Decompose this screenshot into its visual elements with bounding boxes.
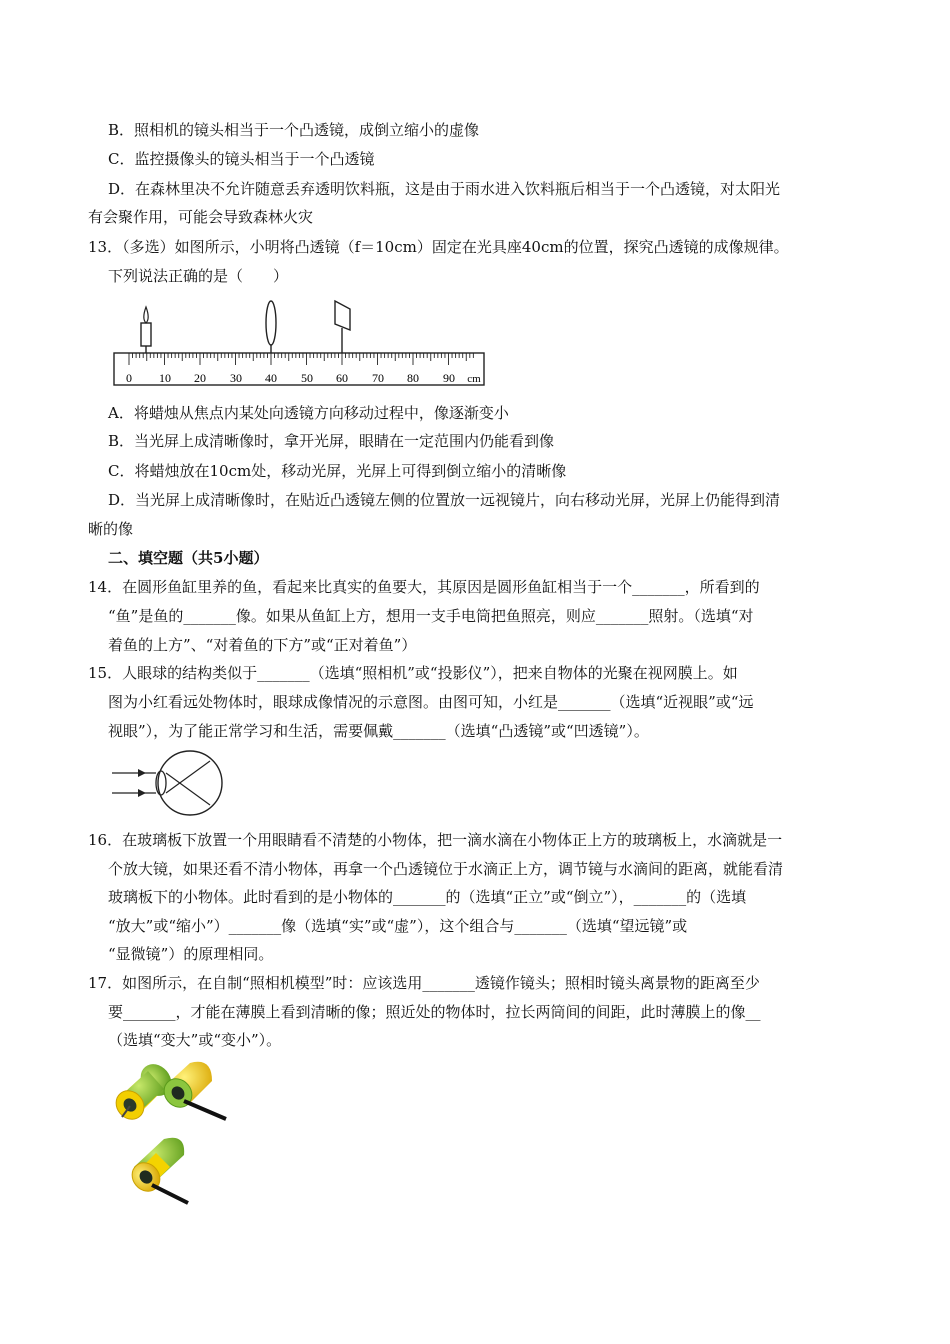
tube-2-icon bbox=[158, 1062, 226, 1119]
q15-line-1: 15．人眼球的结构类似于_______（选填“照相机”或“投影仪”），把来自物体的光聚在视网膜上。如 bbox=[88, 664, 738, 682]
q13-option-d: D．当光屏上成清晰像时，在贴近凸透镜左侧的位置放一远视镜片，向右移动光屏，光屏上仍能得到清 bbox=[108, 491, 781, 509]
q14-line-2: “鱼”是鱼的_______像。如果从鱼缸上方，想用一支手电筒把鱼照亮，则应_______照射。（选填“对 bbox=[108, 607, 754, 625]
light-screen-icon bbox=[335, 301, 350, 353]
ruler-label-60: 60 bbox=[336, 371, 348, 385]
q14-line-1: 14．在圆形鱼缸里养的鱼，看起来比真实的鱼要大，其原因是圆形鱼缸相当于一个_______，所看到的 bbox=[88, 578, 760, 596]
tube-assembled-icon bbox=[126, 1138, 188, 1203]
q15-line-2: 图为小红看远处物体时，眼球成像情况的示意图。由图可知，小红是_______（选填“近视眼”或“远 bbox=[108, 693, 754, 711]
camera-model-figure bbox=[108, 1055, 238, 1215]
q12-option-c: C．监控摄像头的镜头相当于一个凸透镜 bbox=[108, 150, 375, 168]
candle-icon bbox=[141, 307, 151, 353]
ruler-label-70: 70 bbox=[372, 371, 384, 385]
q13-option-a: A．将蜡烛从焦点内某处向透镜方向移动过程中，像逐渐变小 bbox=[108, 404, 509, 422]
eye-diagram bbox=[110, 750, 230, 820]
arrow-icon bbox=[138, 789, 146, 797]
q13-stem: 13．（多选）如图所示，小明将凸透镜（f＝10cm）固定在光具座40cm的位置，探究凸透镜的成像规律。 bbox=[88, 238, 789, 256]
ruler-label-50: 50 bbox=[301, 371, 313, 385]
convex-lens-icon bbox=[266, 301, 276, 353]
q13-option-c: C．将蜡烛放在10cm处，移动光屏，光屏上可得到倒立缩小的清晰像 bbox=[108, 462, 567, 480]
ruler-label-80: 80 bbox=[407, 371, 419, 385]
q13-option-d-cont: 晰的像 bbox=[88, 520, 134, 538]
arrow-icon bbox=[138, 769, 146, 777]
section-heading: 二、填空题（共5小题） bbox=[108, 549, 269, 567]
q17-line-1: 17．如图所示，在自制“照相机模型”时：应该选用_______透镜作镜头；照相时镜头离景物的距离至少 bbox=[88, 974, 760, 992]
q13-option-b: B．当光屏上成清晰像时，拿开光屏，眼睛在一定范围内仍能看到像 bbox=[108, 432, 555, 450]
ruler-label-30: 30 bbox=[230, 371, 242, 385]
q13-stem-cont: 下列说法正确的是（ ） bbox=[108, 267, 289, 285]
ruler-label-10: 10 bbox=[159, 371, 171, 385]
q16-line-5: “显微镜”）的原理相同。 bbox=[108, 945, 274, 963]
q12-option-b: B．照相机的镜头相当于一个凸透镜，成倒立缩小的虚像 bbox=[108, 121, 480, 139]
q12-option-d: D．在森林里决不允许随意丢弃透明饮料瓶，这是由于雨水进入饮料瓶后相当于一个凸透镜，对太阳光 bbox=[108, 180, 781, 198]
q16-line-4: “放大”或“缩小”）_______像（选填“实”或“虚”），这个组合与_______（选填“望远镜”或 bbox=[108, 917, 688, 935]
q16-line-2: 个放大镜，如果还看不清小物体，再拿一个凸透镜位于水滴正上方，调节镜与水滴间的距离，就能看清 bbox=[108, 860, 784, 878]
optical-bench-figure bbox=[110, 295, 490, 391]
q16-line-1: 16．在玻璃板下放置一个用眼睛看不清楚的小物体，把一滴水滴在小物体正上方的玻璃板上，水滴就是一 bbox=[88, 831, 783, 849]
ruler-label-90: 90 bbox=[443, 371, 455, 385]
q15-line-3: 视眼”），为了能正常学习和生活，需要佩戴_______（选填“凸透镜”或“凹透镜”）。 bbox=[108, 722, 649, 740]
q12-option-d-cont: 有会聚作用，可能会导致森林火灾 bbox=[88, 208, 314, 226]
q16-line-3: 玻璃板下的小物体。此时看到的是小物体的_______的（选填“正立”或“倒立”），_______的（选填 bbox=[108, 888, 747, 906]
ruler-unit: cm bbox=[467, 373, 481, 385]
ruler-label-0: 0 bbox=[126, 371, 132, 385]
q17-line-2: 要_______，才能在薄膜上看到清晰的像；照近处的物体时，拉长两筒间的间距，此时薄膜上的像__ bbox=[108, 1003, 761, 1021]
q14-line-3: 着鱼的上方”、“对着鱼的下方”或“正对着鱼”） bbox=[108, 636, 417, 654]
q17-line-3: （选填“变大”或“变小”）。 bbox=[108, 1031, 282, 1049]
ruler-label-40: 40 bbox=[265, 371, 277, 385]
ruler-label-20: 20 bbox=[194, 371, 206, 385]
